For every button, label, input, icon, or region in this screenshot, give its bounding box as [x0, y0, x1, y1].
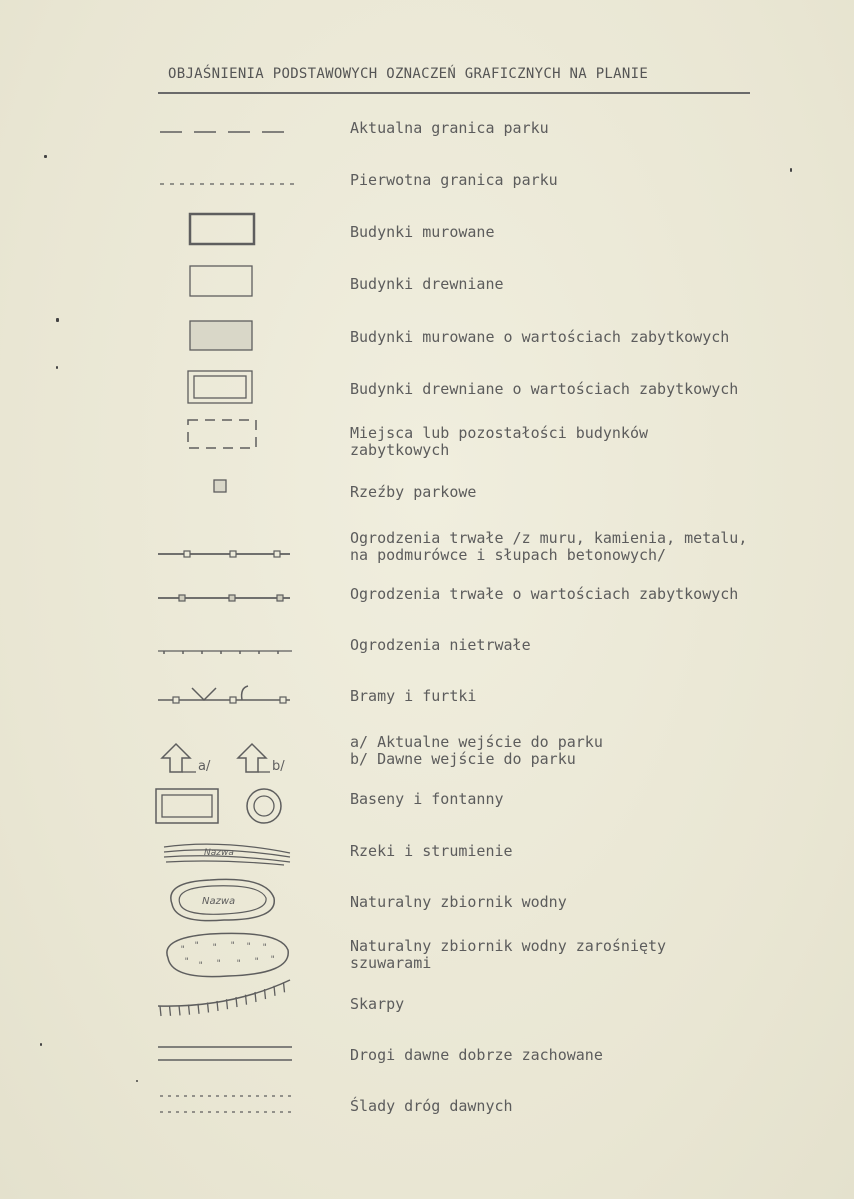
- svg-text:": ": [270, 955, 276, 965]
- legend-label-line: Ogrodzenia nietrwałe: [350, 636, 531, 654]
- legend-label-line: zabytkowych: [350, 441, 450, 459]
- svg-text:": ": [246, 942, 252, 952]
- legend-label-line: Drogi dawne dobrze zachowane: [350, 1046, 603, 1064]
- legend-label: [350, 843, 513, 860]
- svg-text:": ": [194, 941, 200, 951]
- legend-label: [350, 484, 476, 501]
- svg-text:": ": [212, 943, 218, 953]
- svg-text:Nazwa: Nazwa: [204, 848, 234, 858]
- paper-speck: [56, 318, 59, 322]
- fine-dashed-line-icon: [150, 172, 300, 232]
- legend-label: [350, 381, 738, 398]
- legend-label-line: Rzeki i strumienie: [350, 842, 513, 860]
- thick-rectangle-icon: [150, 224, 300, 284]
- legend-label-line: Naturalny zbiornik wodny: [350, 893, 567, 911]
- legend-label-line: b/ Dawne wejście do parku: [350, 750, 576, 768]
- page-title: OBJAŚNIENIA PODSTAWOWYCH OZNACZEŃ GRAFICZNYCH NA PLANIE: [168, 66, 649, 82]
- svg-text:b/: b/: [272, 759, 285, 774]
- legend-label-line: Rzeźby parkowe: [350, 483, 477, 501]
- svg-text:": ": [198, 961, 204, 971]
- legend-label: [350, 1098, 513, 1115]
- dashed-line-icon: [150, 120, 300, 180]
- reedy-pond-icon: [150, 941, 300, 1004]
- legend-label: [350, 791, 504, 808]
- legend-label-line: a/ Aktualne wejście do parku: [350, 733, 603, 751]
- legend-label: [350, 637, 531, 654]
- title-underline: [158, 92, 750, 94]
- legend-label: [350, 734, 603, 768]
- legend-label-line: Budynki murowane: [350, 223, 495, 241]
- legend-label-line: Bramy i furtki: [350, 687, 477, 705]
- legend-label: [350, 276, 504, 293]
- legend-label: [350, 425, 648, 459]
- svg-text:": ": [230, 941, 236, 951]
- legend-label-line: Budynki drewniane o wartościach zabytkowych: [350, 380, 739, 398]
- legend-label: [350, 938, 666, 972]
- legend-label: [350, 586, 738, 603]
- small-square-icon: [150, 484, 300, 544]
- legend-label-line: szuwarami: [350, 954, 432, 972]
- paper-speck: [40, 1043, 42, 1046]
- svg-text:": ": [184, 957, 190, 967]
- paper-speck: [136, 1080, 138, 1082]
- legend-label-line: Miejsca lub pozostałości budynków: [350, 424, 649, 442]
- legend-label: [350, 224, 495, 241]
- svg-text:": ": [180, 945, 186, 955]
- legend-label-line: Pierwotna granica parku: [350, 171, 558, 189]
- legend-label-line: Aktualna granica parku: [350, 119, 549, 137]
- legend-label-line: na podmurówce i słupach betonowych/: [350, 546, 667, 564]
- legend-label: [350, 894, 567, 911]
- legend-label-line: Ogrodzenia trwałe o wartościach zabytkowych: [350, 585, 739, 603]
- svg-text:": ": [254, 957, 260, 967]
- legend-label-line: Budynki murowane o wartościach zabytkowych: [350, 328, 730, 346]
- legend-label-line: Baseny i fontanny: [350, 790, 504, 808]
- shaded-rectangle-icon: [150, 329, 300, 389]
- legend-label: [350, 996, 404, 1013]
- paper-speck: [44, 155, 47, 158]
- legend-label: [350, 688, 476, 705]
- legend-label: [350, 120, 549, 137]
- svg-text:": ": [262, 943, 268, 953]
- legend-label-line: Ślady dróg dawnych: [350, 1097, 513, 1115]
- svg-text:Nazwa: Nazwa: [202, 896, 236, 907]
- paper-speck: [56, 366, 58, 369]
- legend-label-line: Ogrodzenia trwałe /z muru, kamienia, metalu,: [350, 529, 748, 547]
- pool-fountain-icon: [150, 791, 300, 851]
- legend-label-line: Budynki drewniane: [350, 275, 504, 293]
- gate-icon: [150, 688, 300, 748]
- double-dotted-line-icon: [150, 1098, 300, 1158]
- legend-label: [350, 329, 729, 346]
- legend-label-line: Naturalny zbiornik wodny zarośnięty: [350, 937, 667, 955]
- legend-label: [350, 172, 558, 189]
- svg-text:": ": [216, 959, 222, 969]
- legend-label-line: Skarpy: [350, 995, 405, 1013]
- svg-text:": ": [236, 959, 242, 969]
- paper-speck: [790, 168, 792, 172]
- svg-text:a/: a/: [198, 759, 211, 774]
- legend-label: [350, 1047, 603, 1064]
- legend-label: [350, 530, 747, 564]
